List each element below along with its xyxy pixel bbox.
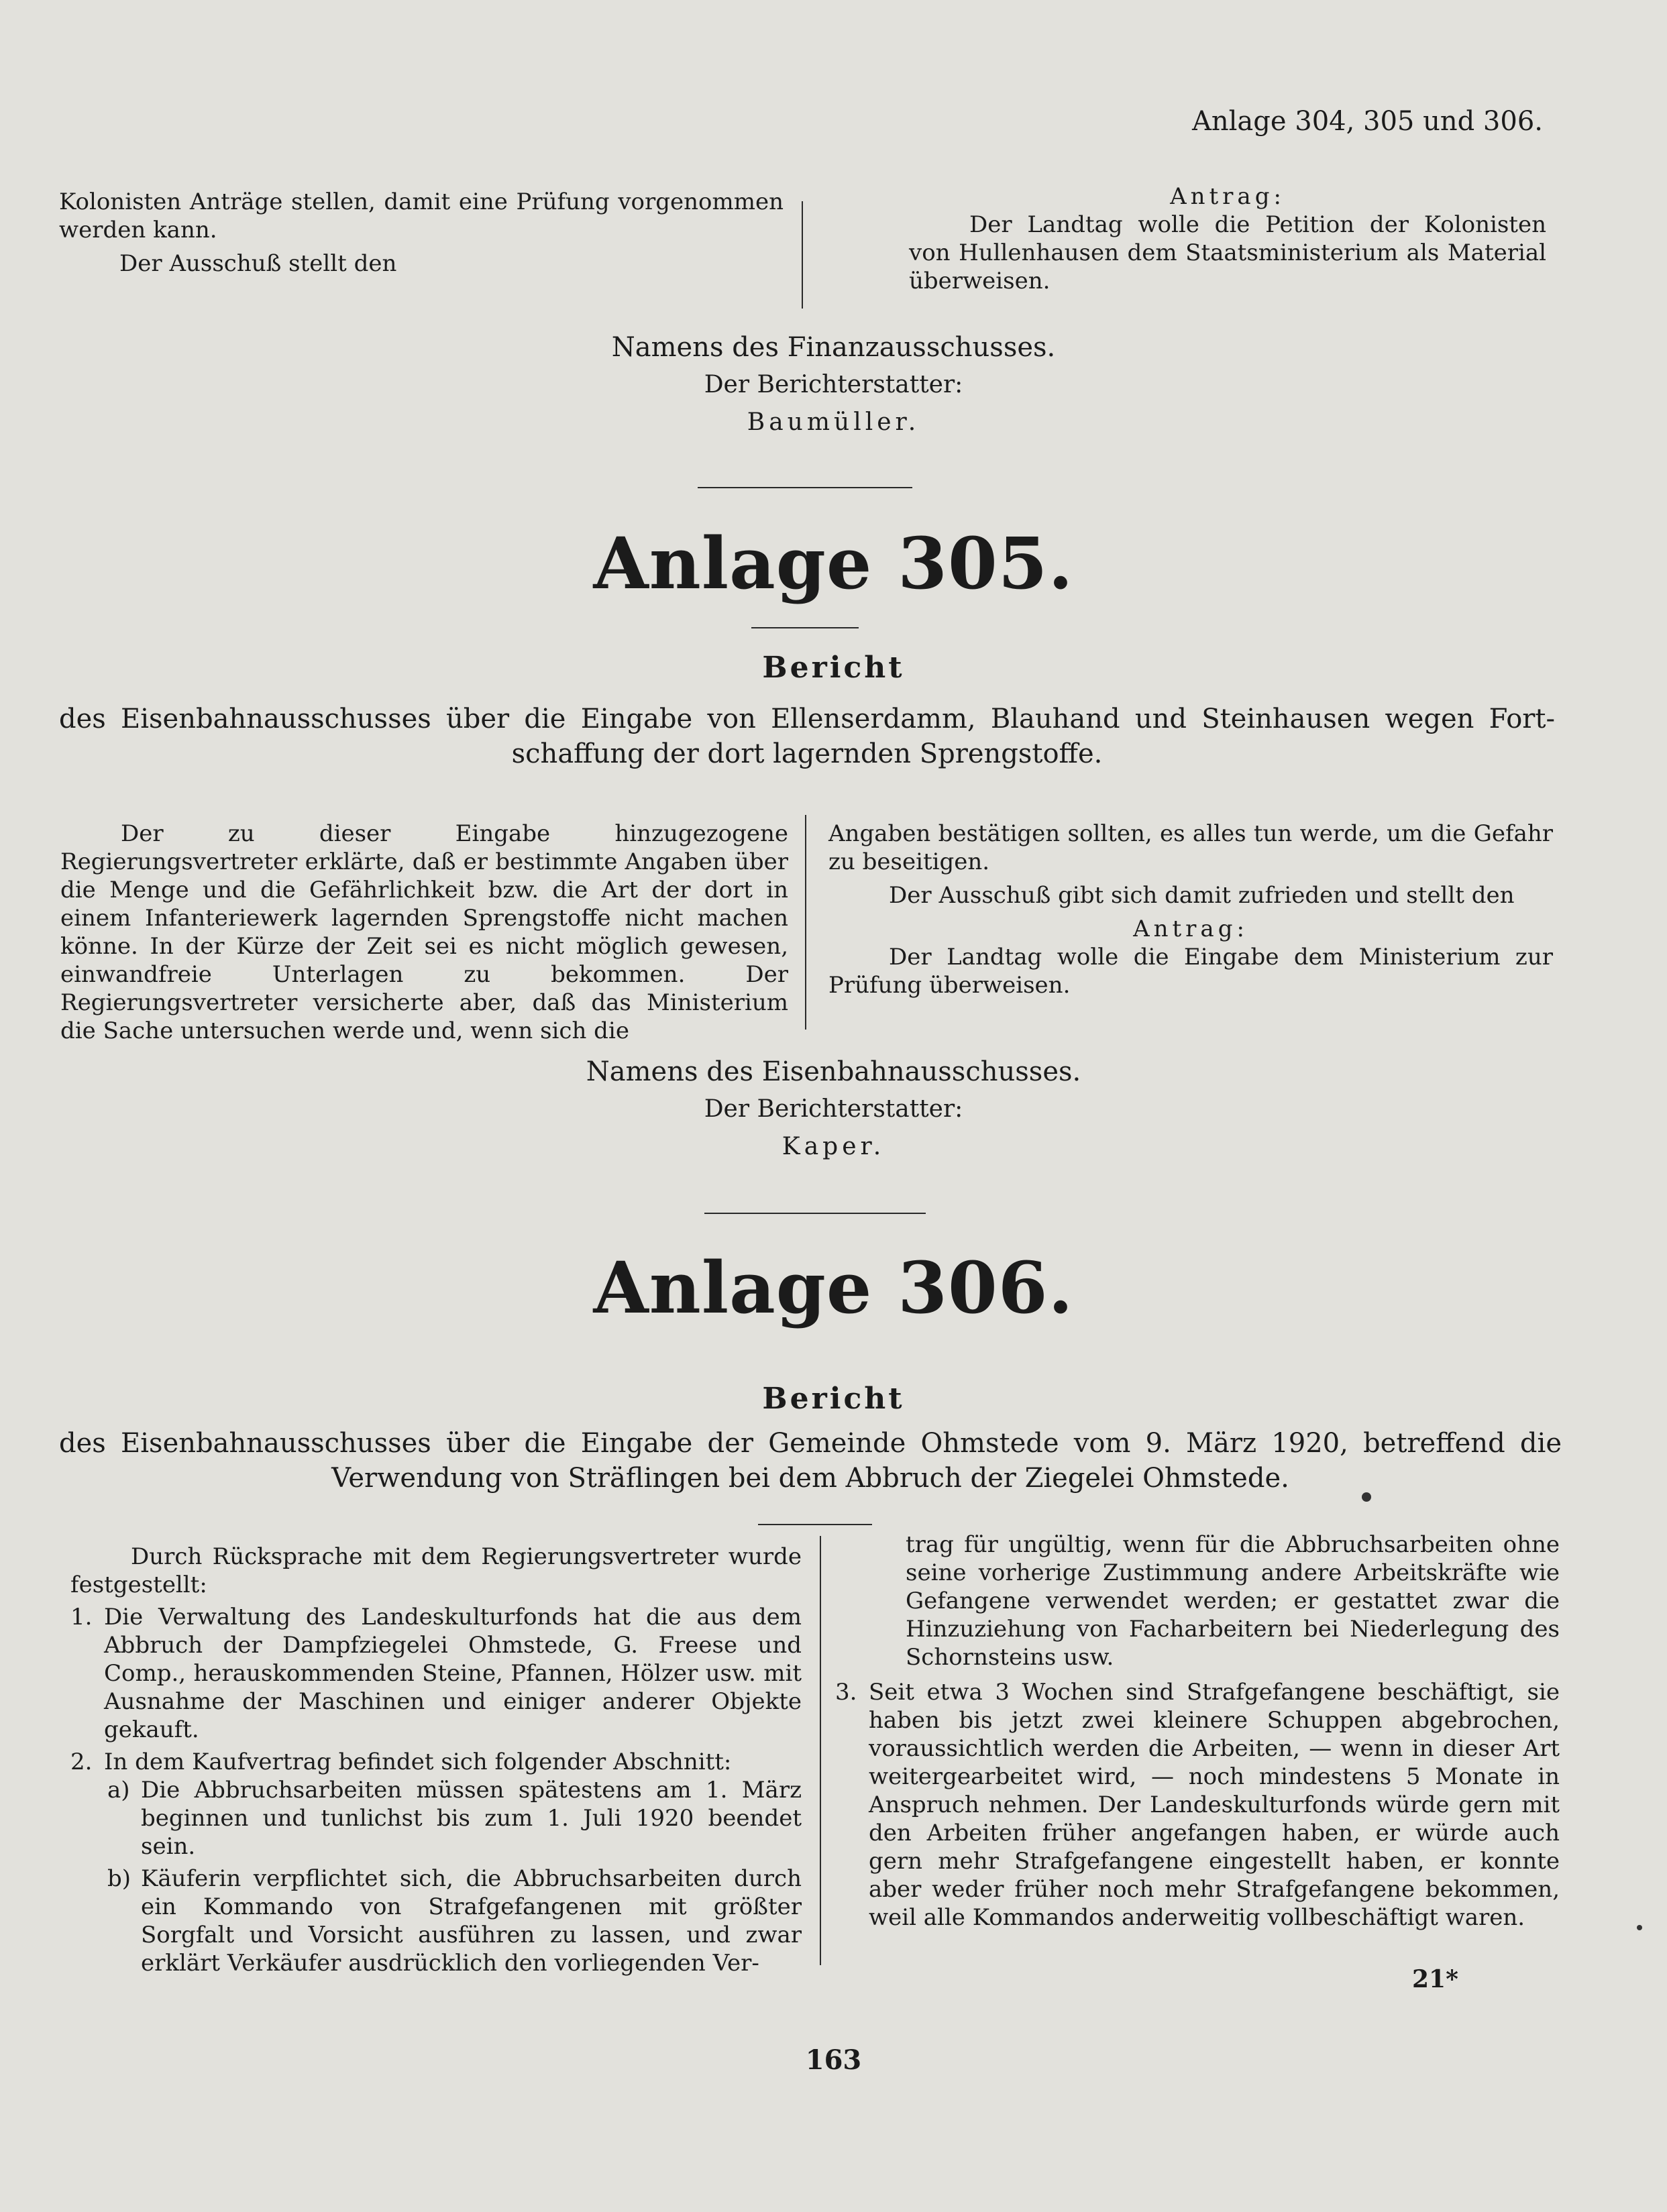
left-paragraph: Der zu dieser Eingabe hinzugezogene Regierungsvertreter erklärte, daß er bestimmte Angaben über die Menge und die Gefährlichkeit bzw. die Art der dort in einem Infanteriewerk lagernden Sprengstoffe nicht machen könne. In der Kürze der Zeit sei es nicht möglich gewesen, einwandfreie Unterlagen zu bekommen. Der Regierungsvertreter versicherte aber, daß das Ministerium die Sache untersuchen werde und, wenn sich die bbox=[60, 820, 788, 1044]
list-item-2b bbox=[70, 1865, 802, 1977]
subtitle-line-2: schaffung der dort lagernden Sprengstoffe. bbox=[511, 738, 1103, 769]
anlage-305-subtitle bbox=[59, 702, 1555, 771]
bericht-heading: Bericht bbox=[762, 651, 905, 685]
anlage-306-subtitle bbox=[59, 1426, 1562, 1496]
top-left-text-2: Der Ausschuß stellt den bbox=[119, 250, 397, 277]
reporter-label: Der Berichterstatter: bbox=[704, 1095, 963, 1123]
anlage-305-left-column bbox=[60, 820, 788, 1045]
top-left-text: Kolonisten Anträge stellen, damit eine Prüfung vorgenommen werden kann. bbox=[59, 188, 784, 243]
item-text: Die Verwaltung des Landeskulturfonds hat die aus dem Abbruch der Dampfziegelei Ohmstede, G. Freese und Comp., herauskommenden Steine, Pfannen, Hölzer usw. mit Ausnahme der Maschinen und einiger anderer Objekte gekauft. bbox=[104, 1604, 802, 1743]
subtitle-line-2: Verwendung von Sträflingen bei dem Abbruch der Ziegelei Ohmstede. bbox=[331, 1463, 1289, 1494]
antrag-text: Der Landtag wolle die Petition der Kolonisten von Hullenhausen dem Staatsministerium als Material überweisen. bbox=[909, 211, 1546, 294]
list-item-2a bbox=[70, 1776, 802, 1861]
item-text: Die Abbruchsarbeiten müssen spätestens am 1. März beginnen und tunlichst bis zum 1. Juli 1920 beendet sein. bbox=[141, 1777, 802, 1860]
list-item-2 bbox=[70, 1748, 802, 1776]
top-left-column bbox=[59, 188, 784, 278]
antrag-text: Der Landtag wolle die Eingabe dem Ministerium zur Prüfung überweisen. bbox=[828, 944, 1553, 999]
antrag-label: Antrag: bbox=[1170, 183, 1285, 210]
item-text: Käuferin verpflichtet sich, die Abbruchsarbeiten durch ein Kommando von Strafgefangenen mit größter Sorgfalt und Vorsicht ausführen zu lassen, und zwar erklärt Verkäufer ausdrücklich den vorliegenden Ver- bbox=[141, 1865, 802, 1977]
list-item-3 bbox=[835, 1678, 1560, 1932]
item-text: In dem Kaufvertrag befindet sich folgender Abschnitt: bbox=[104, 1749, 732, 1775]
running-title: Anlage 304, 305 und 306. bbox=[1191, 106, 1543, 137]
ink-speck bbox=[1362, 1492, 1371, 1502]
continuation-text: trag für ungültig, wenn für die Abbruchsarbeiten ohne seine vorherige Zustimmung andere Arbeitskräfte wie Gefangene verwendet werden; er gestattet zwar die Hinzuziehung von Facharbeitern bei Niederlegung des Schornsteins usw. bbox=[906, 1531, 1560, 1671]
signature-block-1 bbox=[0, 329, 1667, 441]
column-divider bbox=[805, 815, 806, 1030]
subtitle-line-1: des Eisenbahnausschusses über die Eingabe der Gemeinde Ohmstede vom 9. März 1920, betreffend die bbox=[59, 1428, 1562, 1459]
right-paragraph-1: Angaben bestätigen sollten, es alles tun werde, um die Gefahr zu beseitigen. bbox=[828, 820, 1553, 875]
top-right-column bbox=[909, 182, 1546, 295]
column-divider bbox=[802, 201, 803, 309]
right-paragraph-2: Der Ausschuß gibt sich damit zufrieden und stellt den bbox=[889, 882, 1515, 909]
intro-paragraph: Durch Rücksprache mit dem Regierungsvertreter wurde festgestellt: bbox=[70, 1543, 802, 1598]
item-number: b) bbox=[107, 1865, 131, 1892]
signature-line: Namens des Eisenbahnausschusses. bbox=[586, 1056, 1081, 1087]
anlage-305-title: Anlage 305. bbox=[593, 521, 1074, 605]
divider-rule bbox=[704, 1213, 926, 1214]
item-number: 1. bbox=[70, 1604, 93, 1630]
subtitle-line-1: des Eisenbahnausschusses über die Eingabe von Ellenserdamm, Blauhand und Steinhausen wegen Fort- bbox=[59, 704, 1555, 734]
item-number: 2. bbox=[70, 1749, 93, 1775]
reporter-label: Der Berichterstatter: bbox=[704, 371, 963, 398]
title-rule bbox=[758, 1524, 872, 1525]
page-number: 163 bbox=[805, 2044, 862, 2076]
reporter-name: Kaper. bbox=[782, 1133, 885, 1160]
anlage-306-left-column bbox=[70, 1543, 802, 1977]
item-number: 3. bbox=[835, 1679, 857, 1706]
ink-speck bbox=[1637, 1925, 1642, 1930]
signature-line: Namens des Finanzausschusses. bbox=[611, 332, 1056, 363]
antrag-label: Antrag: bbox=[1133, 916, 1248, 942]
signature-mark: 21* bbox=[1412, 1965, 1458, 1993]
title-rule bbox=[751, 627, 859, 628]
item-text: Seit etwa 3 Wochen sind Strafgefangene beschäftigt, sie haben bis jetzt zwei kleinere Schuppen abgebrochen, voraussichtlich werden die Arbeiten, — wenn in dieser Art weitergearbeitet wird, — noch mindestens 5 Monate in Anspruch nehmen. Der Landeskulturfonds würde gern mit den Arbeiten früher angefangen haben, er würde auch gern mehr Strafgefangene eingestellt haben, er konnte aber weder früher noch mehr Strafgefangene bekommen, weil alle Kommandos anderweitig vollbeschäftigt waren. bbox=[869, 1679, 1560, 1931]
column-divider bbox=[820, 1536, 821, 1965]
anlage-305-right-column bbox=[828, 820, 1553, 999]
anlage-306-right-column bbox=[835, 1531, 1560, 1932]
bericht-heading: Bericht bbox=[762, 1382, 905, 1416]
signature-block-2 bbox=[0, 1053, 1667, 1166]
list-item-1 bbox=[70, 1603, 802, 1744]
reporter-name: Baumüller. bbox=[747, 408, 920, 436]
item-number: a) bbox=[107, 1777, 130, 1804]
anlage-306-title: Anlage 306. bbox=[593, 1246, 1074, 1329]
divider-rule bbox=[698, 487, 912, 488]
